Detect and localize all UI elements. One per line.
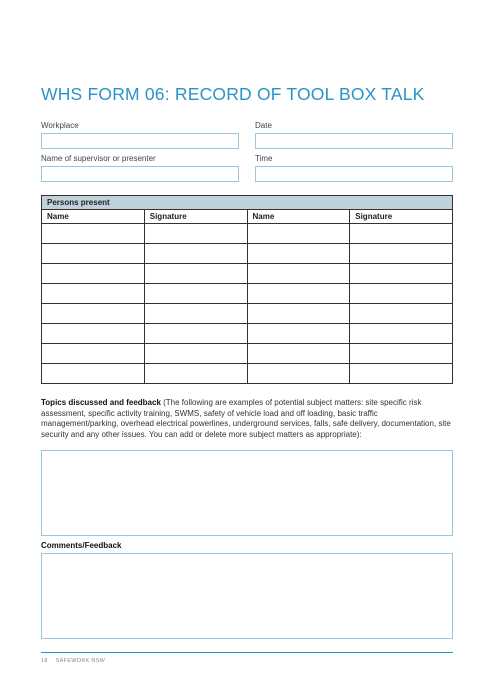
name-cell[interactable] (247, 324, 350, 344)
form-title: WHS FORM 06: RECORD OF TOOL BOX TALK (41, 84, 425, 104)
column-header-name: Name (42, 210, 145, 224)
table-row (42, 284, 453, 304)
date-label: Date (255, 121, 272, 130)
table-row (42, 344, 453, 364)
signature-cell[interactable] (350, 284, 453, 304)
name-cell[interactable] (42, 324, 145, 344)
signature-cell[interactable] (350, 244, 453, 264)
signature-cell[interactable] (144, 324, 247, 344)
supervisor-label: Name of supervisor or presenter (41, 154, 156, 163)
signature-cell[interactable] (350, 304, 453, 324)
table-row (42, 324, 453, 344)
name-cell[interactable] (247, 284, 350, 304)
footer-org: SAFEWORK NSW (55, 658, 106, 664)
topics-textarea[interactable] (41, 450, 453, 536)
column-header-signature: Signature (350, 210, 453, 224)
name-cell[interactable] (247, 224, 350, 244)
column-header-name: Name (247, 210, 350, 224)
name-cell[interactable] (42, 364, 145, 384)
name-cell[interactable] (42, 304, 145, 324)
name-cell[interactable] (42, 284, 145, 304)
name-cell[interactable] (42, 264, 145, 284)
workplace-label: Workplace (41, 121, 79, 130)
name-cell[interactable] (42, 344, 145, 364)
name-cell[interactable] (42, 224, 145, 244)
name-cell[interactable] (247, 244, 350, 264)
signature-cell[interactable] (350, 324, 453, 344)
topics-heading: Topics discussed and feedback (41, 398, 161, 407)
table-row (42, 304, 453, 324)
page-number: 18 (41, 658, 48, 664)
table-row (42, 224, 453, 244)
signature-cell[interactable] (350, 364, 453, 384)
persons-table-body (42, 224, 453, 384)
date-field[interactable] (255, 133, 453, 149)
persons-present-heading: Persons present (42, 196, 453, 210)
footer-divider (41, 652, 453, 653)
name-cell[interactable] (247, 344, 350, 364)
table-row (42, 364, 453, 384)
signature-cell[interactable] (144, 284, 247, 304)
name-cell[interactable] (247, 364, 350, 384)
signature-cell[interactable] (144, 344, 247, 364)
signature-cell[interactable] (350, 264, 453, 284)
signature-cell[interactable] (350, 224, 453, 244)
topics-instructions (41, 398, 456, 440)
signature-cell[interactable] (144, 244, 247, 264)
page-footer (41, 658, 113, 664)
time-label: Time (255, 154, 273, 163)
table-row (42, 244, 453, 264)
name-cell[interactable] (42, 244, 145, 264)
signature-cell[interactable] (144, 304, 247, 324)
comments-textarea[interactable] (41, 553, 453, 639)
comments-label: Comments/Feedback (41, 541, 122, 550)
signature-cell[interactable] (144, 224, 247, 244)
name-cell[interactable] (247, 304, 350, 324)
signature-cell[interactable] (350, 344, 453, 364)
time-field[interactable] (255, 166, 453, 182)
column-header-signature: Signature (144, 210, 247, 224)
name-cell[interactable] (247, 264, 350, 284)
topics-description: (The following are examples of potential subject matters: site specific risk assessment, specific activity training, SWMS, safety of vehicle load and off loading, basic traffic management/parking, overhead electrical powerlines, underground services, falls, safe delivery, documentation, site security and any other issues. You can add or delete more subject matters as appropriate): (41, 398, 451, 439)
table-row (42, 264, 453, 284)
signature-cell[interactable] (144, 364, 247, 384)
signature-cell[interactable] (144, 264, 247, 284)
persons-present-table (41, 195, 453, 384)
supervisor-field[interactable] (41, 166, 239, 182)
workplace-field[interactable] (41, 133, 239, 149)
